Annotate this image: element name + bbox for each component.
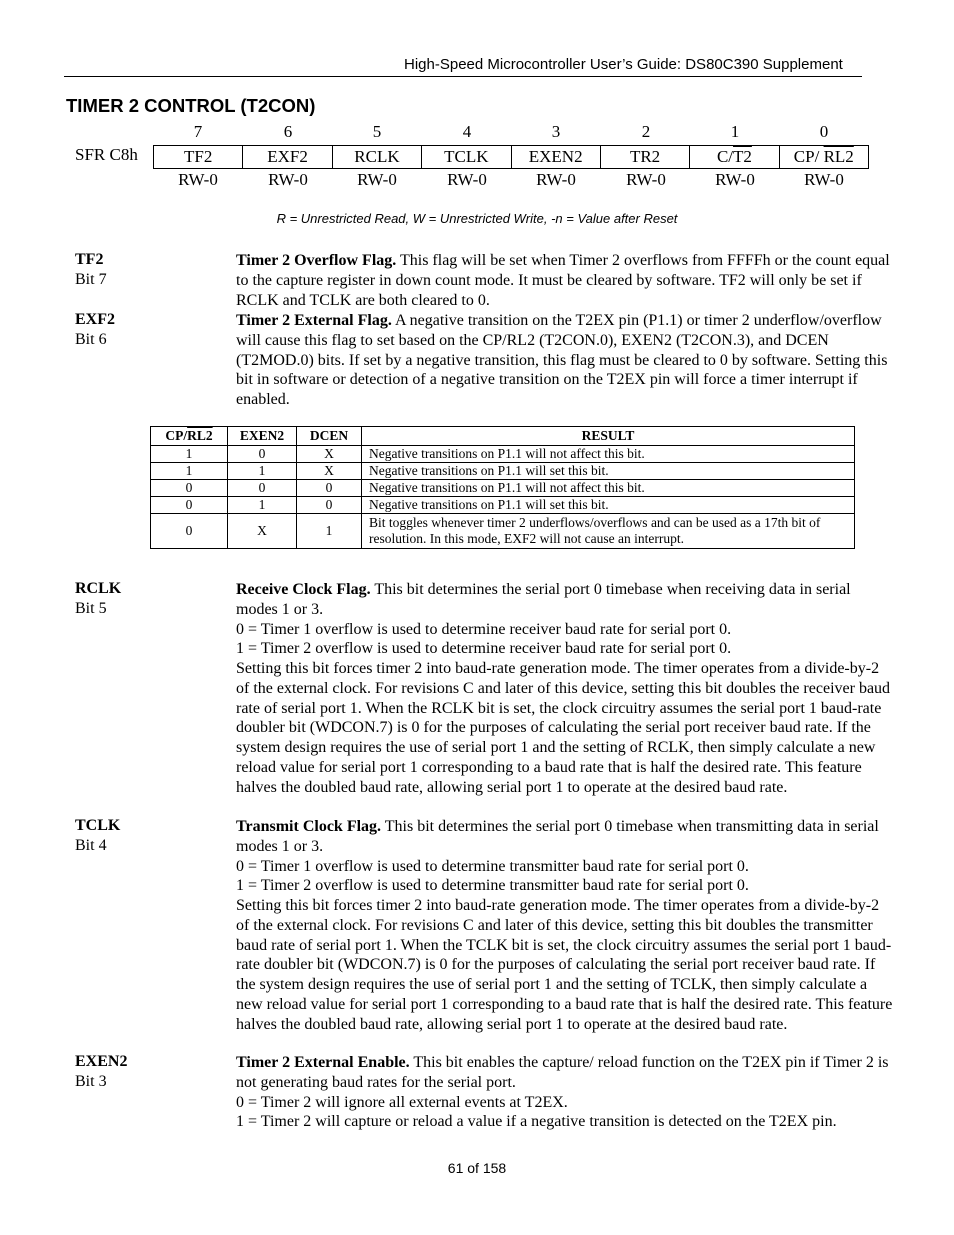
field-bit-tf2: Bit 7 (75, 271, 107, 288)
cell-dcen: X (297, 463, 362, 480)
cell-exen2: 0 (228, 480, 297, 497)
description-exf2: Timer 2 External Flag. A negative transition on the T2EX pin (P1.1) or timer 2 underflow/overflow will cause this flag to set based on the CP/RL2 (T2CON.0), EXEN2 (T2CON.3), and DCEN (T2MOD.0) bits. If set by a negative transition, this flag must be cleared to 0 by software. Setting this bit in software or detection of a negative transition on the T2EX pin will force a timer interrupt if enabled. (236, 312, 888, 408)
cell-cp-rl2: 0 (151, 497, 228, 514)
register-field: TR2 (600, 146, 689, 168)
description-tclk-intro: Transmit Clock Flag. This bit determines the serial port 0 timebase when transmitting data in serial modes 1 or 3. (236, 818, 879, 855)
field-name-tf2: TF2 (75, 251, 104, 268)
bit-number: 1 (730, 122, 740, 141)
cell-dcen: 1 (297, 514, 362, 549)
cell-cp-rl2: 0 (151, 480, 228, 497)
reset-value: RW-0 (804, 170, 844, 189)
cell-result: Bit toggles whenever timer 2 underflows/overflows and can be used as a 17th bit of resolution. In this mode, EXF2 will not cause an interrupt. (362, 514, 855, 549)
header-rule (64, 76, 862, 77)
exf2-mode-table (150, 426, 855, 549)
cell-result: Negative transitions on P1.1 will set this bit. (362, 497, 855, 514)
cell-cp-rl2: 1 (151, 463, 228, 480)
cell-dcen: X (297, 446, 362, 463)
table-header-row (151, 427, 855, 446)
cell-result: Negative transitions on P1.1 will not affect this bit. (362, 446, 855, 463)
bit-number: 7 (193, 122, 203, 141)
header-result: RESULT (362, 427, 855, 446)
description-tclk-detail: Setting this bit forces timer 2 into baud-rate generation mode. The timer operates from a divide-by-2 of the external clock. For revisions C and later of this device, setting this bit doubles the transmitter baud rate of serial port 1. When the TCLK bit is set, the clock circuitry assumes the serial port 1 baud-rate doubler bit (WDCON.7) is 0 for the purposes of calculating the serial port receiver baud rate. If the system design requires the use of serial port 1 and the setting of TCLK, then simply calculate a new reload value for serial port 1 corresponding to a baud rate that is half the desired rate. This feature halves the doubled baud rate, allowing serial port 1 to operate at the desired baud rate. (236, 897, 893, 1033)
description-tclk-option-0: 0 = Timer 1 overflow is used to determine transmitter baud rate for serial port 0. (236, 857, 749, 875)
reset-value: RW-0 (178, 170, 218, 189)
bit-number: 6 (283, 122, 293, 141)
field-bit-tclk: Bit 4 (75, 837, 107, 854)
description-rclk-detail: Setting this bit forces timer 2 into baud-rate generation mode. The timer operates from a divide-by-2 of the external clock. For revisions C and later of this device, setting this bit doubles the receiver baud rate of serial port 1. When the RCLK bit is set, the clock circuitry assumes the serial port 1 baud-rate doubler bit (WDCON.7) is 0 for the purposes of calculating the serial port receiver baud rate. If the system design requires the use of serial port 1 and the setting of RCLK, then simply calculate a new reload value for serial port 1 corresponding to a baud rate that is half the desired rate. This feature halves the doubled baud rate, allowing serial port 1 to operate at the desired baud rate. (236, 660, 891, 796)
field-bit-rclk: Bit 5 (75, 600, 107, 617)
register-diagram (153, 145, 869, 169)
description-exen2 (236, 1053, 896, 1132)
table-row (151, 446, 855, 463)
register-field: EXEN2 (511, 146, 600, 168)
bit-number: 3 (551, 122, 561, 141)
header-dcen: DCEN (297, 427, 362, 446)
table-row (151, 497, 855, 514)
description-rclk-option-1: 1 = Timer 2 overflow is used to determine receiver baud rate for serial port 0. (236, 640, 732, 658)
reset-value: RW-0 (357, 170, 397, 189)
cell-cp-rl2: 0 (151, 514, 228, 549)
header-cp-rl2: CP/RL2 (151, 427, 228, 446)
table-row (151, 463, 855, 480)
description-rclk (236, 580, 896, 797)
cell-dcen: 0 (297, 480, 362, 497)
cell-exen2: 1 (228, 497, 297, 514)
field-name-exen2: EXEN2 (75, 1053, 128, 1070)
description-tf2: Timer 2 Overflow Flag. This flag will be set when Timer 2 overflows from FFFFh or the count equal to the capture register in down count mode. It must be cleared by software. TF2 will only be set if RCLK and TCLK are both cleared to 0. (236, 252, 890, 309)
cell-result: Negative transitions on P1.1 will not affect this bit. (362, 480, 855, 497)
cell-exen2: X (228, 514, 297, 549)
bit-number: 4 (462, 122, 472, 141)
running-header: High-Speed Microcontroller User’s Guide: DS80C390 Supplement (404, 56, 843, 73)
field-bit-exf2: Bit 6 (75, 331, 107, 348)
legend-note: R = Unrestricted Read, W = Unrestricted Write, -n = Value after Reset (276, 211, 678, 226)
register-field: CP/ RL2 (779, 146, 868, 168)
bit-number: 5 (372, 122, 382, 141)
reset-value: RW-0 (715, 170, 755, 189)
description-exen2-option-0: 0 = Timer 2 will ignore all external events at T2EX. (236, 1093, 568, 1111)
section-title: TIMER 2 CONTROL (T2CON) (66, 95, 316, 116)
description-tclk (236, 817, 896, 1034)
bit-number: 0 (819, 122, 829, 141)
description-rclk-intro: Receive Clock Flag. This bit determines the serial port 0 timebase when receiving data in serial modes 1 or 3. (236, 581, 851, 618)
field-name-tclk: TCLK (75, 817, 121, 834)
table-row (151, 480, 855, 497)
description-exen2-intro: Timer 2 External Enable. This bit enables the capture/ reload function on the T2EX pin if Timer 2 is not generating baud rates for the serial port. (236, 1054, 889, 1091)
register-field: TCLK (421, 146, 510, 168)
register-field: RCLK (332, 146, 421, 168)
description-exen2-option-1: 1 = Timer 2 will capture or reload a value if a negative transition is detected on the T2EX pin. (236, 1113, 837, 1131)
table-row (151, 514, 855, 549)
description-tclk-option-1: 1 = Timer 2 overflow is used to determine transmitter baud rate for serial port 0. (236, 877, 749, 895)
description-rclk-option-0: 0 = Timer 1 overflow is used to determine receiver baud rate for serial port 0. (236, 620, 732, 638)
register-field: EXF2 (242, 146, 331, 168)
cell-exen2: 1 (228, 463, 297, 480)
cell-cp-rl2: 1 (151, 446, 228, 463)
register-field: TF2 (184, 147, 213, 166)
reset-value: RW-0 (626, 170, 666, 189)
field-name-rclk: RCLK (75, 580, 122, 597)
cell-dcen: 0 (297, 497, 362, 514)
register-field: C/T2 (689, 146, 778, 168)
page-number: 61 of 158 (447, 1160, 507, 1176)
reset-value: RW-0 (447, 170, 487, 189)
reset-value: RW-0 (536, 170, 576, 189)
cell-result: Negative transitions on P1.1 will set this bit. (362, 463, 855, 480)
field-name-exf2: EXF2 (75, 311, 115, 328)
reset-value: RW-0 (268, 170, 308, 189)
cell-exen2: 0 (228, 446, 297, 463)
sfr-address: SFR C8h (75, 145, 138, 164)
header-exen2: EXEN2 (228, 427, 297, 446)
field-bit-exen2: Bit 3 (75, 1073, 107, 1090)
bit-number: 2 (641, 122, 651, 141)
